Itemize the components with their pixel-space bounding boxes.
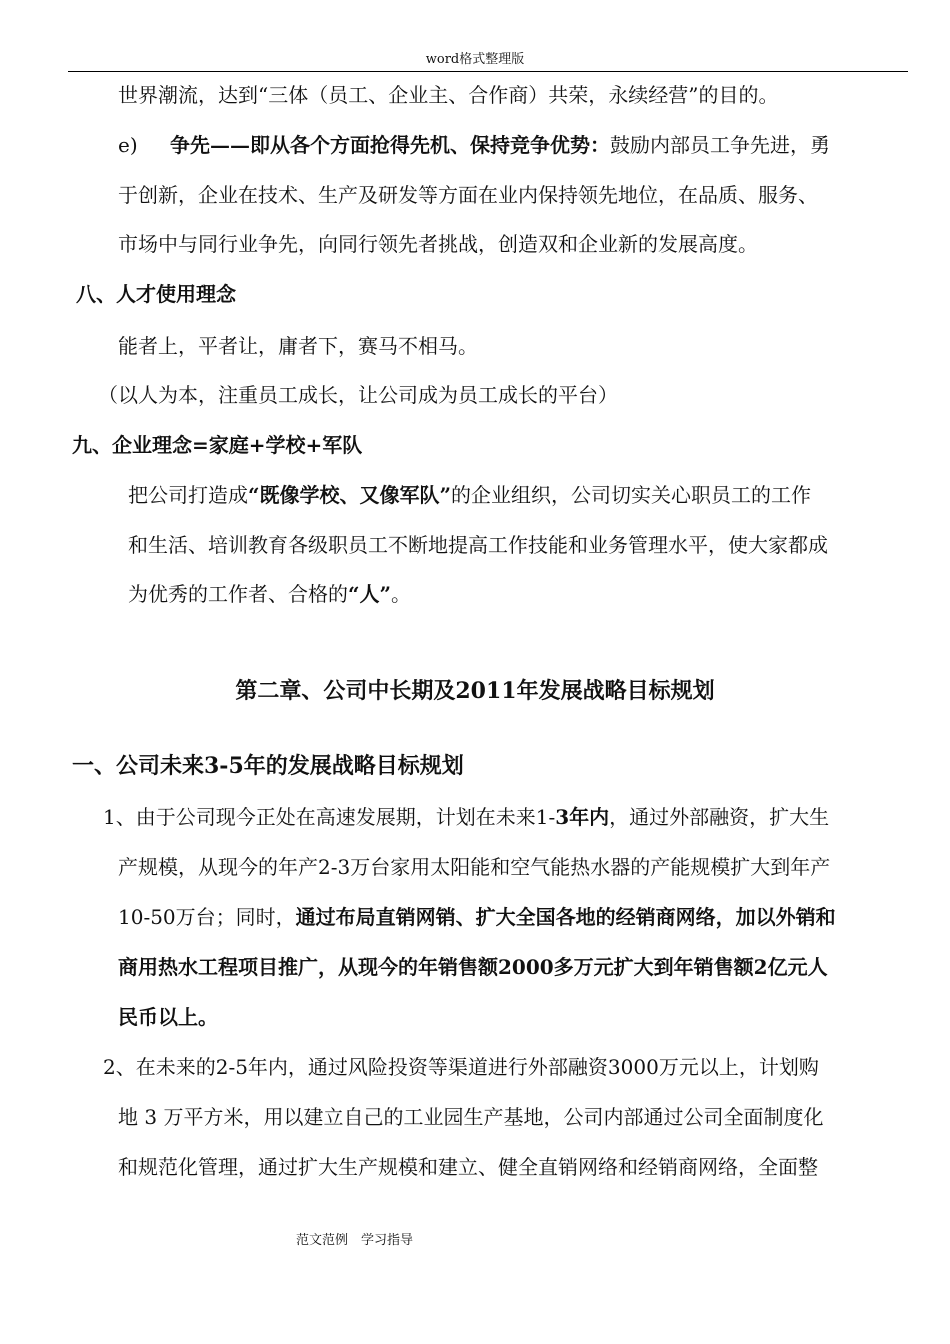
paragraph-line bbox=[103, 804, 829, 830]
paragraph-line bbox=[128, 581, 411, 607]
page-header: word格式整理版 bbox=[425, 52, 525, 67]
bold-phrase: 3年内 bbox=[555, 805, 610, 829]
text-run: 把公司打造成 bbox=[128, 483, 248, 507]
paragraph-line: 能者上，平者让，庸者下，赛马不相马。 bbox=[118, 334, 478, 358]
paragraph-line: 地 3 万平方米，用以建立自己的工业园生产基地，公司内部通过公司全面制度化 bbox=[118, 1105, 824, 1129]
chapter-title: 第二章、公司中长期及2011年发展战略目标规划 bbox=[235, 678, 715, 704]
text-run: ，通过外部融资，扩大生 bbox=[609, 805, 830, 829]
paragraph-line: 商用热水工程项目推广，从现今的年销售额2000多万元扩大到年销售额2亿元人 bbox=[118, 955, 828, 979]
paragraph-line: （以人为本，注重员工成长，让公司成为员工成长的平台） bbox=[98, 383, 618, 407]
paragraph-line: 和规范化管理，通过扩大生产规模和建立、健全直销网络和经销商网络，全面整 bbox=[118, 1155, 818, 1179]
paragraph-line: 于创新，企业在技术、生产及研发等方面在业内保持领先地位，在品质、服务、 bbox=[118, 183, 818, 207]
bold-phrase: “人” bbox=[348, 582, 392, 606]
paragraph-line bbox=[128, 482, 811, 508]
paragraph-line bbox=[118, 904, 836, 930]
text-run: 为优秀的工作者、合格的 bbox=[128, 582, 348, 606]
page-footer: 范文范例 学习指导 bbox=[296, 1233, 414, 1248]
paragraph-line: 世界潮流，达到“三体（员工、企业主、合作商）共荣，永续经营”的目的。 bbox=[118, 83, 779, 107]
text-run: 1、由于公司现今正处在高速发展期，计划在未来1- bbox=[103, 805, 556, 829]
paragraph-line: 和生活、培训教育各级职员工不断地提高工作技能和业务管理水平，使大家都成 bbox=[128, 533, 828, 557]
text-run: 的企业组织，公司切实关心职员工的工作 bbox=[451, 483, 812, 507]
bold-phrase: 通过布局直销网销、扩大全国各地的经销商网络，加以外销和 bbox=[295, 905, 836, 929]
list-label: e) bbox=[118, 133, 138, 157]
text-run: 鼓励内部员工争先进，勇 bbox=[610, 133, 830, 157]
paragraph-line: 2、在未来的2-5年内，通过风险投资等渠道进行外部融资3000万元以上，计划购 bbox=[103, 1055, 819, 1079]
paragraph-line: 市场中与同行业争先，向同行领先者挑战，创造双和企业新的发展高度。 bbox=[118, 232, 758, 256]
paragraph-line: 民币以上。 bbox=[118, 1005, 218, 1029]
text-run: 。 bbox=[391, 582, 412, 606]
section-heading: 八、人才使用理念 bbox=[76, 282, 236, 306]
header-rule bbox=[68, 71, 908, 72]
bold-phrase: 争先——即从各个方面抢得先机、保持竞争优势： bbox=[170, 133, 610, 157]
section-heading: 九、企业理念=家庭+学校+军队 bbox=[72, 433, 363, 457]
paragraph-line bbox=[118, 132, 830, 158]
bold-phrase: “既像学校、又像军队” bbox=[248, 483, 452, 507]
section-heading: 一、公司未来3-5年的发展战略目标规划 bbox=[72, 753, 464, 779]
paragraph-line: 产规模，从现今的年产2-3万台家用太阳能和空气能热水器的产能规模扩大到年产 bbox=[118, 855, 831, 879]
text-run: 10-50万台；同时， bbox=[118, 905, 296, 929]
